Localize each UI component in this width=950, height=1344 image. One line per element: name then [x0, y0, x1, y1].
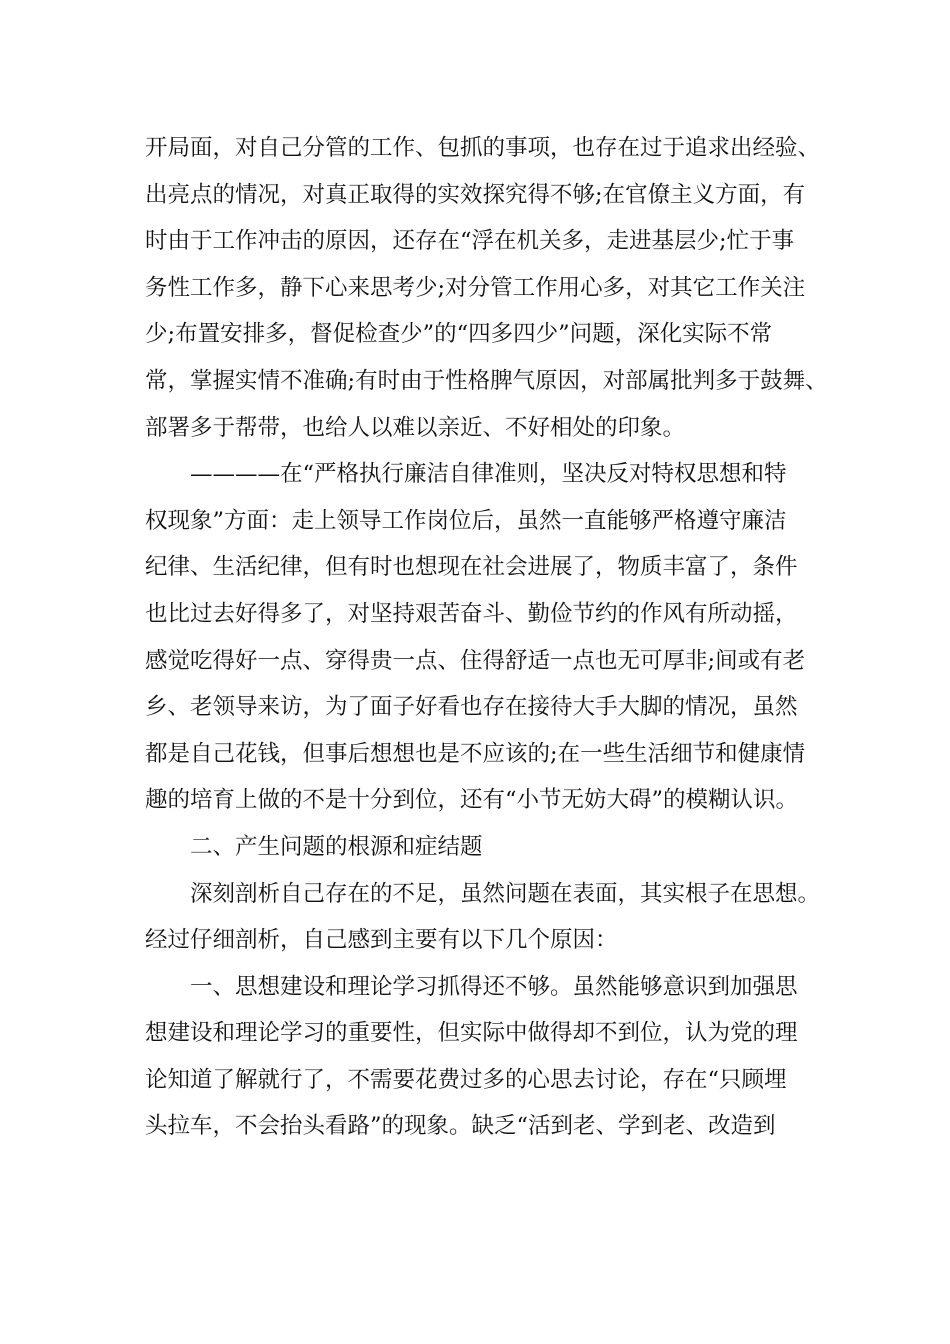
text-line: 常，掌握实情不准确;有时由于性格脾气原因，对部属批判多于鼓舞、: [145, 367, 828, 394]
text-line: 趣的培育上做的不是十分到位，还有“小节无妨大碍”的模糊认识。: [145, 787, 799, 814]
text-line: 二、产生问题的根源和症结题: [190, 833, 483, 860]
text-line: 少;布置安排多，督促检查少”的“四多四少”问题，深化实际不常: [145, 321, 773, 348]
text-line: ————在“严格执行廉洁自律准则，坚决反对特权思想和特: [190, 461, 787, 488]
text-line: 一、思想建设和理论学习抓得还不够。虽然能够意识到加强思: [190, 973, 798, 1000]
text-line: 也比过去好得多了，对坚持艰苦奋斗、勤俭节约的作风有所动摇，: [145, 600, 798, 627]
text-line: 出亮点的情况，对真正取得的实效探究得不够;在官僚主义方面，有: [145, 181, 806, 208]
text-line: 想建设和理论学习的重要性，但实际中做得却不到位，认为党的理: [145, 1020, 798, 1047]
text-line: 乡、老领导来访，为了面子好看也存在接待大手大脚的情况，虽然: [145, 694, 798, 721]
text-line: 头拉车，不会抬头看路”的现象。缺乏“活到老、学到老、改造到: [145, 1113, 776, 1140]
text-line: 经过仔细剖析，自己感到主要有以下几个原因：: [145, 927, 618, 954]
text-line: 务性工作多，静下心来思考少;对分管工作用心多，对其它工作关注: [145, 274, 806, 301]
text-line: 权现象”方面：走上领导工作岗位后，虽然一直能够严格遵守廉洁: [145, 507, 787, 534]
text-line: 时由于工作冲击的原因，还存在“浮在机关多，走进基层少;忙于事: [145, 228, 795, 255]
text-line: 深刻剖析自己存在的不足，虽然问题在表面，其实根子在思想。: [190, 880, 821, 907]
text-line: 论知道了解就行了，不需要花费过多的心思去讨论，存在“只顾埋: [145, 1066, 787, 1093]
text-line: 开局面，对自己分管的工作、包抓的事项，也存在过于追求出经验、: [145, 135, 821, 161]
text-line: 感觉吃得好一点、穿得贵一点、住得舒适一点也无可厚非;间或有老: [145, 647, 806, 674]
text-line: 部署多于帮带，也给人以难以亲近、不好相处的印象。: [145, 414, 686, 441]
body-text: [145, 125, 835, 1150]
text-line: 纪律、生活纪律，但有时也想现在社会进展了，物质丰富了，条件: [145, 554, 798, 581]
text-line: 都是自己花钱，但事后想想也是不应该的;在一些生活细节和健康情: [145, 740, 806, 767]
